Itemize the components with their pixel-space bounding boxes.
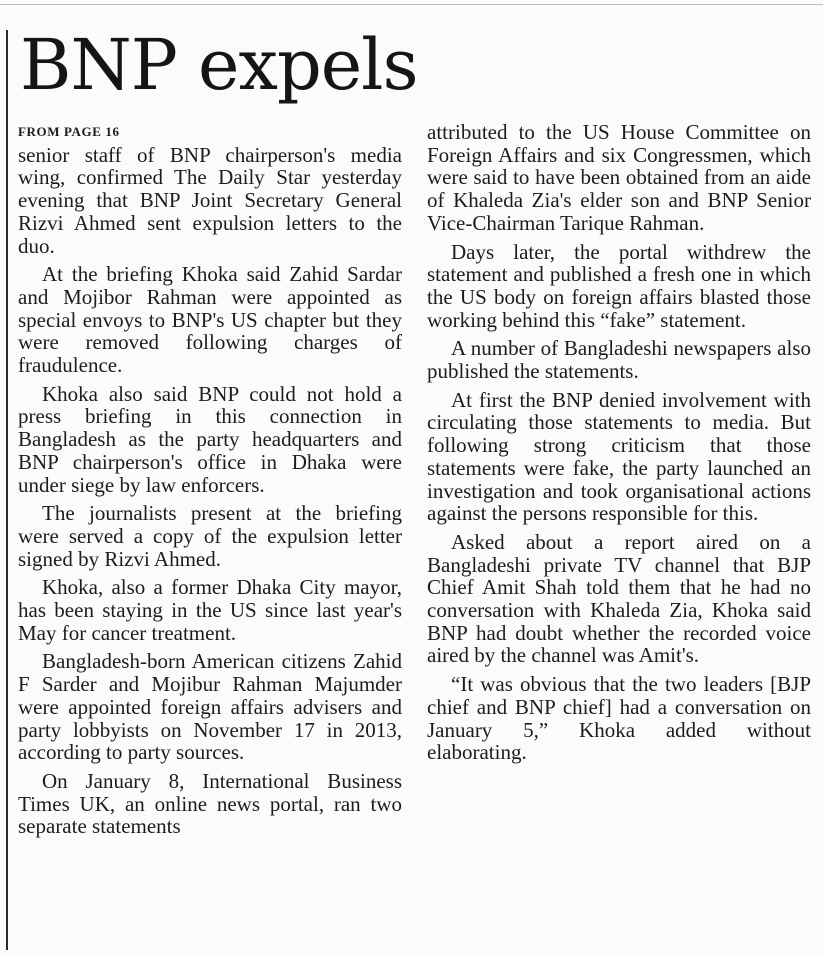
paragraph: Days later, the portal withdrew the statement and published a fresh one in which the US body on foreign affairs blasted those working behind this “fake” statement. [427,239,811,332]
left-column [18,121,402,844]
left-column-rule [6,30,8,950]
paragraph: On January 8, International Business Times UK, an online news portal, ran two separate statements [18,768,402,839]
paragraph: Khoka, also a former Dhaka City mayor, has been staying in the US since last year's May for cancer treatment. [18,575,402,645]
paragraph: attributed to the US House Committee on Foreign Affairs and six Congressmen, which were said to have been obtained from an aide of Khaleda Zia's elder son and BNP Senior Vice-Chairman Tarique Rahman. [427,120,811,235]
paragraph: At first the BNP denied involvement with circulating those statements to media. But following strong criticism that those statements were fake, the party launched an investigation and took organisational actions against the persons responsible for this. [427,387,811,526]
paragraph: At the briefing Khoka said Zahid Sardar and Mojibor Rahman were appointed as special envoys to BNP's US chapter but they were removed following charges of fraudulence. [18,262,402,378]
paragraph: Khoka also said BNP could not hold a press briefing in this connection in Bangladesh as the party headquarters and BNP chairperson's office in Dhaka were under siege by law enforcers. [18,381,402,497]
paragraph: Bangladesh-born American citizens Zahid F Sarder and Mojibur Rahman Majumder were appointed foreign affairs advisers and party lobbyists on November 17 in 2013, according to party sources. [18,649,402,765]
paragraph: senior staff of BNP chairperson's media wing, confirmed The Daily Star yesterday evening that BNP Joint Secretary General Rizvi Ahmed sent expulsion letters to the duo. [18,142,402,258]
right-column [427,121,811,770]
top-rule [0,4,823,5]
paragraph: Asked about a report aired on a Bangladeshi private TV channel that BJP Chief Amit Shah told them that he had no conversation with Khaleda Zia, Khoka said BNP had doubt whether the recorded voice aired by the channel was Amit's. [427,529,811,668]
paragraph: A number of Bangladeshi newspapers also published the statements. [427,336,811,384]
headline: BNP expels [20,24,418,106]
paragraph: The journalists present at the briefing were served a copy of the expulsion letter signed by Rizvi Ahmed. [18,501,402,571]
paragraph: “It was obvious that the two leaders [BJP chief and BNP chief] had a conversation on January 5,” Khoka added without elaborating. [427,672,811,765]
jump-label: FROM PAGE 16 [18,124,120,139]
